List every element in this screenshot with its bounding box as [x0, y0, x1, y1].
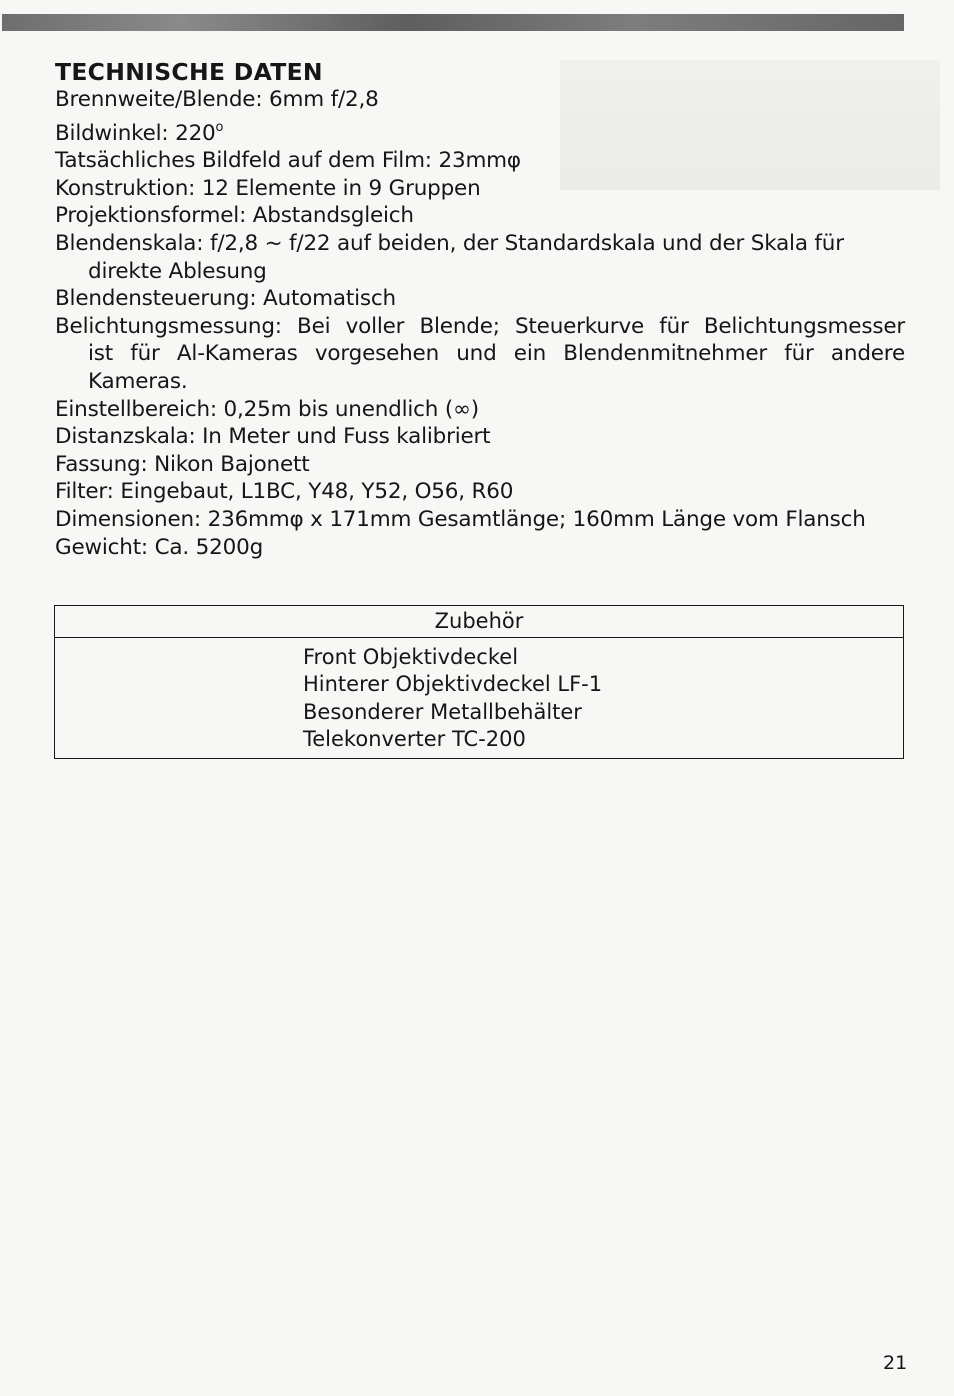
accessory-item: Besonderer Metallbehälter: [303, 699, 582, 724]
spec-blendensteuerung: Blendensteuerung: Automatisch: [55, 286, 396, 312]
degree-mark: o: [215, 119, 224, 135]
spec-belichtung-line2: ist für Al-Kameras vorgesehen und ein Blendenmitnehmer für andere: [88, 341, 905, 367]
spec-gewicht: Gewicht: Ca. 5200g: [55, 534, 264, 560]
spec-bildwinkel-text: Bildwinkel: 220: [55, 120, 216, 146]
accessories-list: [55, 638, 903, 753]
spec-einstellbereich: Einstellbereich: 0,25m bis unendlich (∞): [55, 396, 479, 422]
section-title: TECHNISCHE DATEN: [55, 58, 323, 86]
accessory-item: Telekonverter TC-200: [303, 726, 526, 751]
page-number: 21: [883, 1352, 908, 1374]
spec-dimensionen: Dimensionen: 236mmφ x 171mm Gesamtlänge; 160mm Länge vom Flansch: [55, 506, 866, 532]
spec-fassung: Fassung: Nikon Bajonett: [55, 451, 310, 477]
spec-belichtung: [55, 313, 905, 396]
accessories-table: [54, 605, 904, 759]
spec-belichtung-line1: Belichtungsmessung: Bei voller Blende; Steuerkurve für Belichtungsmesser: [55, 313, 905, 339]
accessory-item: Front Objektivdeckel: [303, 645, 519, 669]
spec-bildwinkel: [55, 114, 905, 148]
spec-konstruktion: Konstruktion: 12 Elemente in 9 Gruppen: [55, 175, 481, 201]
spec-blendenskala: [55, 230, 905, 285]
spec-belichtung-line3: Kameras.: [88, 368, 188, 394]
spec-section: [55, 56, 905, 561]
header-rule: [2, 14, 904, 31]
accessory-item: Hinterer Objektivdeckel LF-1: [303, 672, 603, 697]
spec-filter: Filter: Eingebaut, L1BC, Y48, Y52, O56, R60: [55, 479, 514, 505]
spec-bildfeld: Tatsächliches Bildfeld auf dem Film: 23mmφ: [55, 148, 521, 174]
accessories-heading: Zubehör: [55, 606, 903, 638]
spec-projektion: Projektionsformel: Abstandsgleich: [55, 203, 414, 229]
spec-blendenskala-line1: Blendenskala: f/2,8 ~ f/22 auf beiden, der Standardskala und der Skala für: [55, 230, 844, 256]
spec-distanzskala: Distanzskala: In Meter und Fuss kalibriert: [55, 424, 491, 450]
spec-blendenskala-line2: direkte Ablesung: [88, 258, 267, 284]
spec-brennweite: Brennweite/Blende: 6mm f/2,8: [55, 87, 379, 112]
